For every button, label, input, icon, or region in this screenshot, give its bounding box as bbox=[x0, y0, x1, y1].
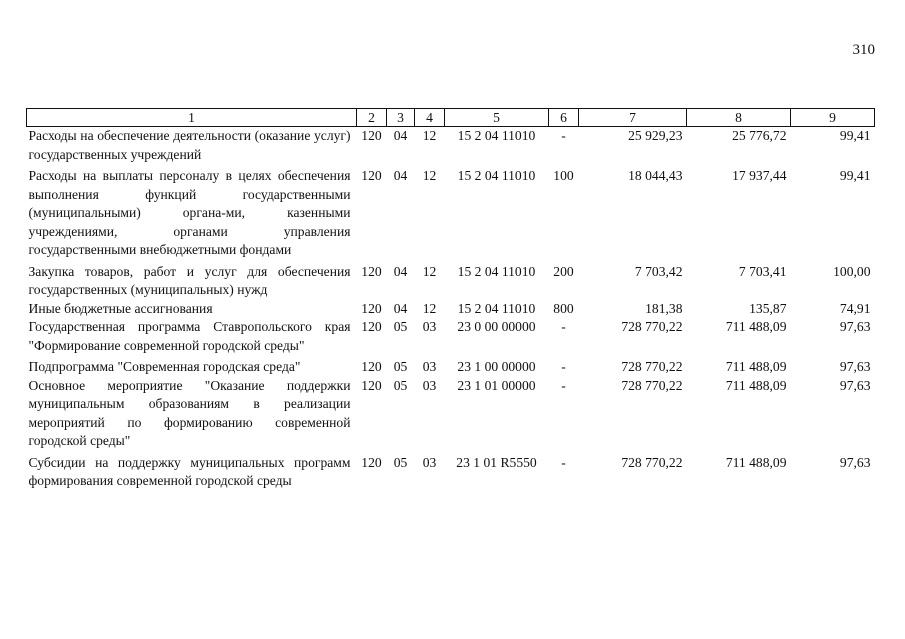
cell-subsection: 03 bbox=[422, 377, 437, 393]
cell-target-article: 15 2 04 11010 bbox=[457, 263, 536, 279]
cell-section: 04 bbox=[393, 263, 408, 279]
cell-planned: 728 770,22 bbox=[621, 359, 683, 374]
cell-section: 04 bbox=[393, 300, 408, 316]
table-row bbox=[27, 355, 875, 377]
cell-percent: 97,63 bbox=[839, 454, 871, 470]
cell-target-article: 15 2 04 11010 bbox=[457, 300, 536, 316]
header-cell: 7 bbox=[579, 109, 687, 127]
cell-ministry: 120 bbox=[361, 454, 382, 470]
cell-subsection: 03 bbox=[422, 319, 437, 334]
table-row bbox=[27, 300, 875, 319]
row-name: Субсидии на поддержку муниципальных программ формирования современной городской среды bbox=[28, 454, 351, 488]
cell-percent: 97,63 bbox=[839, 319, 871, 334]
cell-subsection: 03 bbox=[422, 454, 437, 470]
cell-percent: 100,00 bbox=[833, 263, 871, 279]
cell-planned: 18 044,43 bbox=[628, 168, 683, 183]
cell-expense-type: - bbox=[561, 359, 566, 374]
cell-ministry: 120 bbox=[361, 359, 382, 374]
cell-planned: 728 770,22 bbox=[621, 377, 683, 393]
cell-percent: 97,63 bbox=[839, 359, 871, 374]
cell-section: 05 bbox=[393, 377, 408, 393]
cell-target-article: 15 2 04 11010 bbox=[457, 168, 536, 183]
cell-expense-type: 800 bbox=[553, 300, 574, 316]
cell-expense-type: - bbox=[561, 319, 566, 334]
cell-target-article: 23 1 00 00000 bbox=[457, 359, 536, 374]
row-name: Основное мероприятие "Оказание поддержки муниципальным образованиям в реализации мероприятий по формированию современной городской среды" bbox=[28, 377, 351, 448]
cell-expense-type: - bbox=[561, 454, 566, 470]
row-name: Расходы на выплаты персоналу в целях обеспечения выполнения функций государственными (муниципальными) органа-ми, казенными учреждениями, органами управления государственными внебюджетными фондами bbox=[28, 168, 351, 257]
cell-section: 05 bbox=[393, 359, 408, 374]
cell-expense-type: - bbox=[561, 128, 566, 143]
cell-planned: 7 703,42 bbox=[634, 263, 683, 279]
cell-subsection: 12 bbox=[422, 300, 437, 316]
cell-subsection: 12 bbox=[422, 128, 437, 143]
table-row bbox=[27, 377, 875, 451]
row-name: Подпрограмма "Современная городская среда" bbox=[28, 359, 301, 374]
cell-target-article: 23 1 01 00000 bbox=[457, 377, 536, 393]
cell-planned: 25 929,23 bbox=[628, 128, 683, 143]
header-cell: 8 bbox=[687, 109, 791, 127]
header-cell: 1 bbox=[27, 109, 357, 127]
cell-planned: 181,38 bbox=[645, 300, 683, 316]
header-row bbox=[27, 109, 875, 127]
cell-ministry: 120 bbox=[361, 319, 382, 334]
header-cell: 3 bbox=[387, 109, 415, 127]
row-name: Государственная программа Ставропольского края "Формирование современной городской среды" bbox=[28, 319, 351, 353]
cell-target-article: 15 2 04 11010 bbox=[457, 128, 536, 143]
header-cell: 4 bbox=[415, 109, 445, 127]
cell-section: 04 bbox=[393, 128, 408, 143]
table-row bbox=[27, 260, 875, 300]
row-name: Иные бюджетные ассигнования bbox=[28, 300, 213, 316]
cell-section: 05 bbox=[393, 454, 408, 470]
cell-expense-type: 200 bbox=[553, 263, 574, 279]
cell-target-article: 23 1 01 R5550 bbox=[456, 454, 537, 470]
cell-percent: 74,91 bbox=[839, 300, 871, 316]
header-cell: 5 bbox=[445, 109, 549, 127]
table-row bbox=[27, 318, 875, 355]
cell-planned: 728 770,22 bbox=[621, 319, 683, 334]
cell-executed: 25 776,72 bbox=[732, 128, 787, 143]
cell-ministry: 120 bbox=[361, 263, 382, 279]
cell-subsection: 03 bbox=[422, 359, 437, 374]
cell-executed: 711 488,09 bbox=[725, 359, 787, 374]
cell-target-article: 23 0 00 00000 bbox=[457, 319, 536, 334]
cell-section: 05 bbox=[393, 319, 408, 334]
header-cell: 6 bbox=[549, 109, 579, 127]
cell-executed: 7 703,41 bbox=[738, 263, 787, 279]
cell-percent: 99,41 bbox=[839, 128, 871, 143]
cell-expense-type: 100 bbox=[553, 168, 574, 183]
cell-ministry: 120 bbox=[361, 377, 382, 393]
row-name: Закупка товаров, работ и услуг для обеспечения государственных (муниципальных) нужд bbox=[28, 263, 351, 297]
cell-planned: 728 770,22 bbox=[621, 454, 683, 470]
cell-percent: 97,63 bbox=[839, 377, 871, 393]
cell-percent: 99,41 bbox=[839, 168, 871, 183]
cell-expense-type: - bbox=[561, 377, 566, 393]
table-row bbox=[27, 127, 875, 165]
cell-executed: 17 937,44 bbox=[732, 168, 787, 183]
page-number: 310 bbox=[852, 42, 875, 58]
header-cell: 2 bbox=[357, 109, 387, 127]
table-row bbox=[27, 164, 875, 260]
cell-ministry: 120 bbox=[361, 300, 382, 316]
cell-executed: 135,87 bbox=[749, 300, 787, 316]
cell-subsection: 12 bbox=[422, 263, 437, 279]
cell-ministry: 120 bbox=[361, 128, 382, 143]
header-cell: 9 bbox=[791, 109, 875, 127]
row-name: Расходы на обеспечение деятельности (оказание услуг) государственных учреждений bbox=[28, 128, 351, 162]
cell-executed: 711 488,09 bbox=[725, 319, 787, 334]
cell-ministry: 120 bbox=[361, 168, 382, 183]
budget-table bbox=[26, 108, 875, 491]
cell-executed: 711 488,09 bbox=[725, 377, 787, 393]
cell-executed: 711 488,09 bbox=[725, 454, 787, 470]
cell-subsection: 12 bbox=[422, 168, 437, 183]
table-row bbox=[27, 451, 875, 491]
cell-section: 04 bbox=[393, 168, 408, 183]
